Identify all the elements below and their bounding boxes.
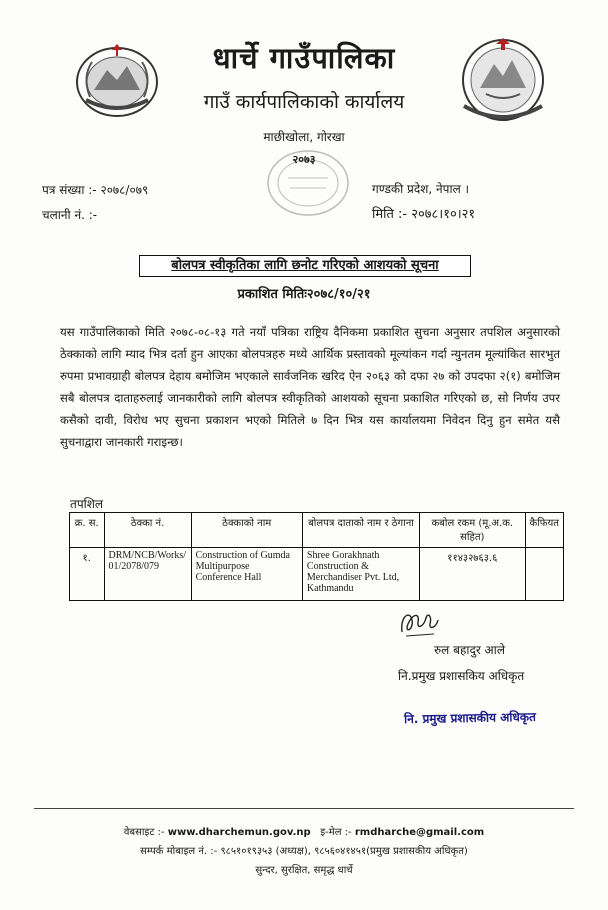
signatory-name: रुल बहादुर आले [434, 643, 505, 657]
cell-remarks [525, 548, 563, 601]
header-contract-name: ठेक्काको नाम [191, 513, 302, 548]
office-name: गाउँ कार्यपालिकाको कार्यालय [203, 91, 405, 113]
header-contract-no: ठेक्का नं. [104, 513, 191, 548]
notice-body: यस गाउँपालिकाको मिति २०७८-०८-१३ गते नयाँ पत्रिका राष्ट्रिय दैनिकमा प्रकाशित सुचना अनुसार तपशिल अनुसारको ठेक्काको लागि म्याद भित्र दर्ता हुन आएका बोलपत्रहरु मध्ये आर्थिक प्रस्तावको मूल्यांकन गर्दा न्युनतम मूल्यांकित सारभुत रुपमा प्रभावग्राही बोलपत्र देहाय बमोजिम भएकाले सार्वजनिक खरिद ऐन २०६३ को दफा २७ को उपदफा २(१) बमोजिम सबै बोलपत्र दाताहरुलाई जानकारीको लागि बोलपत्र स्वीकृतिको आशयको सूचना प्रकाशित गरिएको छ, सो निर्णय उपर कसैको दावी, विरोध भए सुचना प्रकाशन भएको मितिले ७ दिन भित्र यस कार्यालयमा निवेदन दिनु हुन समेत यसै सुचनाद्वारा जानकारी गराइन्छ। [60, 325, 560, 449]
header-bidder: बोलपत्र दाताको नाम र ठेगाना [302, 513, 419, 548]
dispatch-number: चलानी नं. :- [42, 208, 98, 222]
cell-contract-name: Construction of Gumda Multipurpose Conference Hall [191, 548, 302, 601]
establishment-year: २०७३ [292, 153, 316, 166]
footer-slogan: सुन्दर, सुरक्षित, समृद्ध धार्चे [255, 865, 353, 876]
schedule-label: तपशिल [70, 497, 104, 511]
municipality-title: धार्चे गाउँपालिका [212, 41, 396, 75]
table-header-row [70, 513, 564, 548]
schedule-table [69, 512, 564, 601]
header-amount: कबोल रकम (मू.अ.क. सहित) [420, 513, 525, 548]
published-date: प्रकाशित मितिः२०७८/१०/२१ [237, 287, 371, 302]
office-address: माछीखोला, गोरखा [263, 130, 345, 144]
email-link[interactable]: rmdharche@gmail.com [354, 827, 485, 838]
cell-contract-no: DRM/NCB/Works/01/2078/079 [104, 548, 191, 601]
footer-contact-web [0, 824, 608, 838]
footer-divider [34, 808, 574, 809]
cell-sn: १. [70, 548, 105, 601]
province-country: गण्डकी प्रदेश, नेपाल । [372, 182, 470, 196]
reference-number: पत्र संख्या :- २०७८/०७९ [42, 183, 149, 197]
table-row [70, 548, 564, 601]
header-sn: क्र. स. [70, 513, 105, 548]
header-remarks: कैफियत [525, 513, 563, 548]
footer-phones: सम्पर्क मोबाइल नं. :- ९८५१०१९३५३ (अध्यक्ष), ९८५६०४१४५१(प्रमुख प्रशासकीय अधिकृत) [140, 846, 468, 857]
email-label: इ-मेल :- [320, 827, 352, 838]
signatory-title: नि.प्रमुख प्रशासकिय अधिकृत [398, 669, 525, 683]
designation-stamp: नि. प्रमुख प्रशासकीय अधिकृत [403, 709, 537, 727]
cell-amount: ११४३२७६३.६ [420, 548, 525, 601]
website-label: वेबसाइट :- [123, 827, 165, 838]
letter-date: मिति :- २०७८।१०।२१ [372, 207, 476, 222]
website-link[interactable]: www.dharchemun.gov.np [167, 827, 311, 838]
cell-bidder: Shree Gorakhnath Construction & Merchandiser Pvt. Ltd, Kathmandu [302, 548, 419, 601]
notice-title: बोलपत्र स्वीकृतिका लागि छनोट गरिएको आशयको सूचना [139, 255, 471, 277]
signature-icon [396, 606, 440, 640]
